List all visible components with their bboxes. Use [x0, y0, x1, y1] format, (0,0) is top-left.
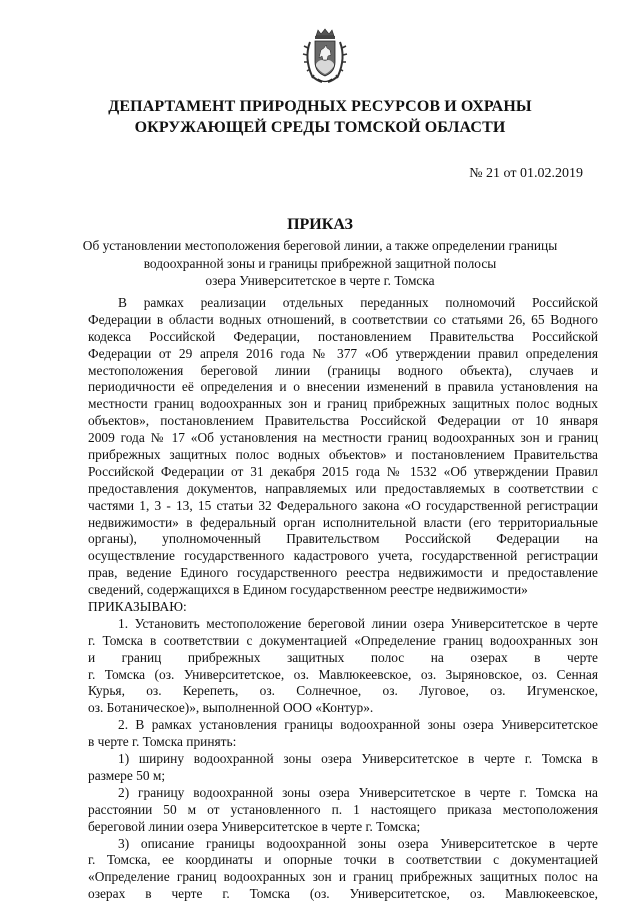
preamble-line: кодекса Российской Федерации, постановлением Правительства Российской — [88, 328, 598, 344]
item-1-line: и границ прибрежных защитных полос на озерах в черте — [88, 649, 598, 665]
document-type-title: ПРИКАЗ — [287, 216, 353, 233]
item-1-line: оз. Ботаническое)», выполненной ООО «Контур». — [88, 700, 374, 716]
item-1-line: г. Томска (оз. Университетское, оз. Мавлюкеевское, оз. Зыряновское, оз. Сенная — [88, 666, 598, 682]
item-1-line: 1. Установить местоположение береговой линии озера Университетское в черте — [118, 615, 598, 631]
preamble-line: недвижимости» в федеральный орган исполнительной власти (его территориальные — [88, 514, 598, 530]
document-subject — [60, 237, 580, 290]
order-number-date: № 21 от 01.02.2019 — [469, 166, 583, 181]
item-2-1-line: размере 50 м; — [88, 767, 166, 783]
preamble-line: Федерации от 29 апреля 2016 года № 377 «Об утверждении правил определения — [88, 345, 598, 361]
item-2-1-line: 1) ширину водоохранной зоны озера Университетское в черте г. Томска в — [118, 751, 598, 767]
preamble-line: местоположения береговой линии (границы водного объекта), случаев и — [88, 362, 598, 378]
item-2-3-line: озерах в черте г. Томска (оз. Университетское, оз. Мавлюкеевское, — [88, 886, 598, 902]
department-name-line-2: ОКРУЖАЮЩЕЙ СРЕДЫ ТОМСКОЙ ОБЛАСТИ — [134, 119, 506, 136]
preamble-line: Российской Федерации от 31 декабря 2015 года № 1532 «Об утверждении Правил — [88, 463, 598, 479]
item-2-2-line: расстоянии 50 м от установленного п. 1 настоящего приказа местоположения — [88, 801, 598, 817]
item-2-2-line: береговой линии озера Университетское в черте г. Томска; — [88, 818, 421, 834]
preamble-line: предоставления документов, направляемых или предоставляемых в соответствии с — [88, 480, 598, 496]
item-2-line: 2. В рамках установления границы водоохранной зоны озера Университетское — [118, 717, 598, 733]
item-2-2-line: 2) границу водоохранной зоны озера Университетское в черте г. Томска на — [118, 784, 598, 800]
preamble-line: прав, ведение Единого государственного реестра недвижимости и предоставление — [88, 565, 598, 581]
preamble-line: прибрежных защитных полос водных объектов» и постановлением Правительства — [88, 447, 598, 463]
preamble-line: Федерации в области водных отношений, в соответствии со статьями 26, 65 Водного — [88, 311, 598, 327]
department-name-line-1: ДЕПАРТАМЕНТ ПРИРОДНЫХ РЕСУРСОВ И ОХРАНЫ — [108, 98, 532, 115]
preamble-line: В рамках реализации отдельных переданных полномочий Российской — [118, 295, 598, 310]
preamble-line: периодичности её определения и о внесении изменений в правила установления на — [88, 379, 598, 395]
preamble-line: сведений, содержащихся в Едином государственном реестре недвижимости» — [88, 582, 528, 598]
subject-line-1: Об установлении местоположения береговой линии, а также определении границы — [82, 238, 558, 253]
tomsk-oblast-coat-of-arms-icon — [302, 28, 348, 84]
preamble-line: местности границ водоохранных зон и границ прибрежных защитных полос водных — [88, 396, 598, 412]
preamble-line: частями 1, 3 - 13, 15 статьи 32 Федерального закона «О государственной регистрации — [88, 497, 598, 513]
item-2-3-line: г. Томска, ее координаты и опорные точки в соответствии с документацией — [88, 852, 598, 868]
document-body — [88, 295, 598, 903]
item-1-line: г. Томска в соответствии с документацией «Определение границ водоохранных зон — [88, 632, 598, 648]
item-1-line: Курья, оз. Керепеть, оз. Солнечное, оз. Луговое, оз. Игуменское, — [88, 683, 598, 699]
preamble-line: осуществление государственного кадастрового учета, государственной регистрации — [88, 548, 598, 564]
preamble-line: органы), уполномоченный Правительством Российской Федерации на — [88, 531, 598, 547]
preamble-line: 2009 года № 17 «Об установления на местности границ водоохранных зон и границ — [88, 430, 598, 446]
item-2-3-line: 3) описание границы водоохранной зоны озера Университетское в черте — [118, 835, 598, 851]
item-2-3-line: «Определение границ водоохранных зон и границ прибрежных защитных полос на — [88, 869, 598, 885]
subject-line-2: водоохранной зоны и границы прибрежной защитной полосы — [143, 255, 497, 271]
preamble-line: объектов», постановлением Правительства Российской Федерации от 10 января — [88, 413, 598, 429]
subject-line-3: озера Университетское в черте г. Томска — [205, 273, 435, 288]
item-2-line: в черте г. Томска принять: — [88, 734, 237, 750]
order-word: ПРИКАЗЫВАЮ: — [88, 599, 187, 615]
department-header — [60, 96, 580, 138]
